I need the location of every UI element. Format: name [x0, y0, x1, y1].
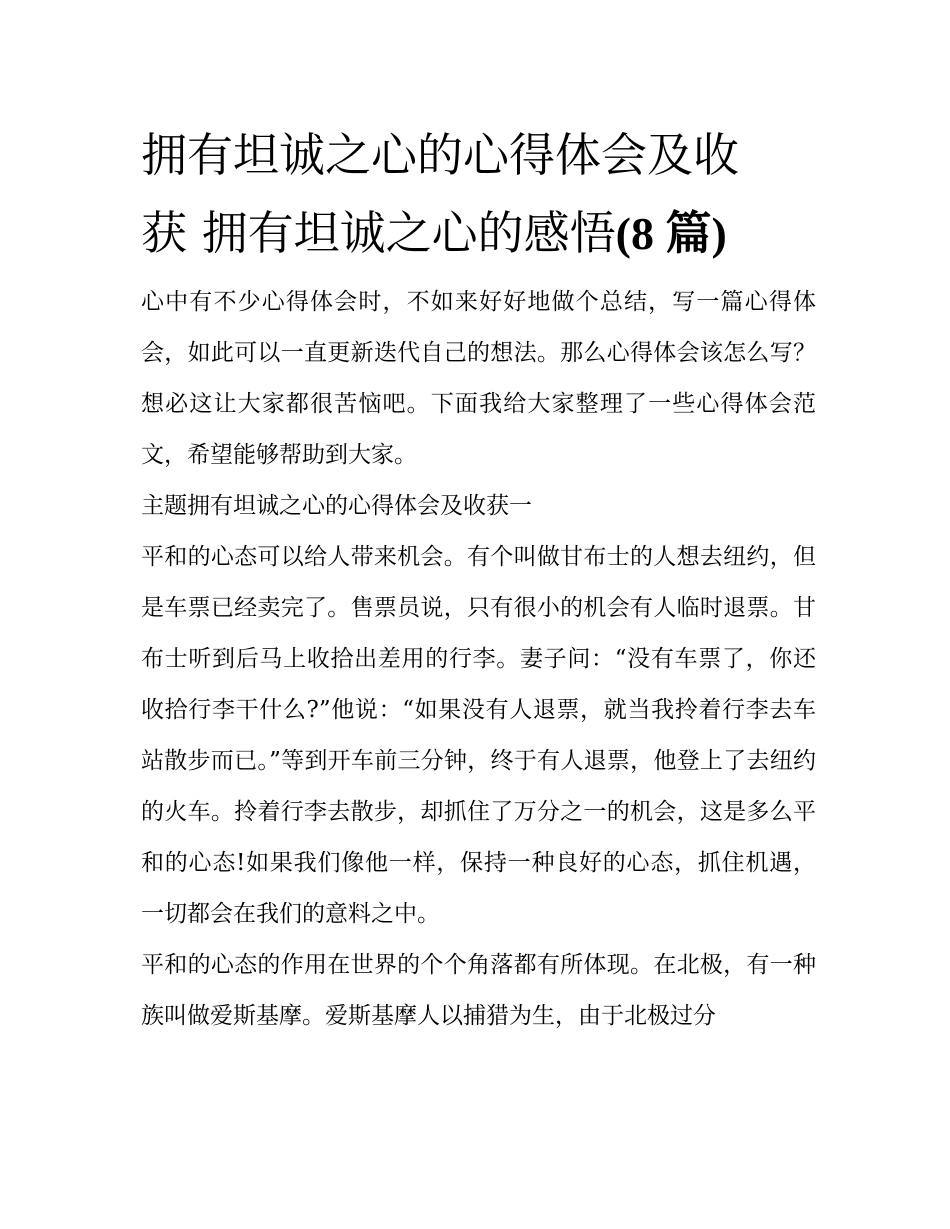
paragraph-intro: 心中有不少心得体会时，不如来好好地做个总结，写一篇心得体会，如此可以一直更新迭代自己的想法。那么心得体会该怎么写？想必这让大家都很苦恼吧。下面我给大家整理了一些心得体会范文，希望能够帮助到大家。 [141, 289, 816, 468]
document-body [141, 277, 816, 1042]
paragraph-eskimo: 平和的心态的作用在世界的个个角落都有所体现。在北极，有一种族叫做爱斯基摩。爱斯基摩人以捕猎为生，由于北极过分 [141, 952, 816, 1029]
paragraph-story: 平和的心态可以给人带来机会。有个叫做甘布士的人想去纽约，但是车票已经卖完了。售票员说，只有很小的机会有人临时退票。甘布士听到后马上收拾出差用的行李。妻子问：“没有车票了，你还收拾行李干什么?”他说：“如果没有人退票，就当我拎着行李去车站散步而已。”等到开车前三分钟，终于有人退票，他登上了去纽约的火车。拎着行李去散步，却抓住了万分之一的机会，这是多么平和的心态!如果我们像他一样，保持一种良好的心态，抓住机遇，一切都会在我们的意料之中。 [141, 544, 816, 927]
document-title [141, 116, 821, 273]
title-line-2: 获 拥有坦诚之心的感悟 [141, 206, 616, 260]
title-line-1: 拥有坦诚之心的心得体会及收 [141, 128, 739, 182]
title-count: (8 篇) [615, 208, 727, 259]
paragraph-subheading: 主题拥有坦诚之心的心得体会及收获一 [141, 493, 532, 519]
